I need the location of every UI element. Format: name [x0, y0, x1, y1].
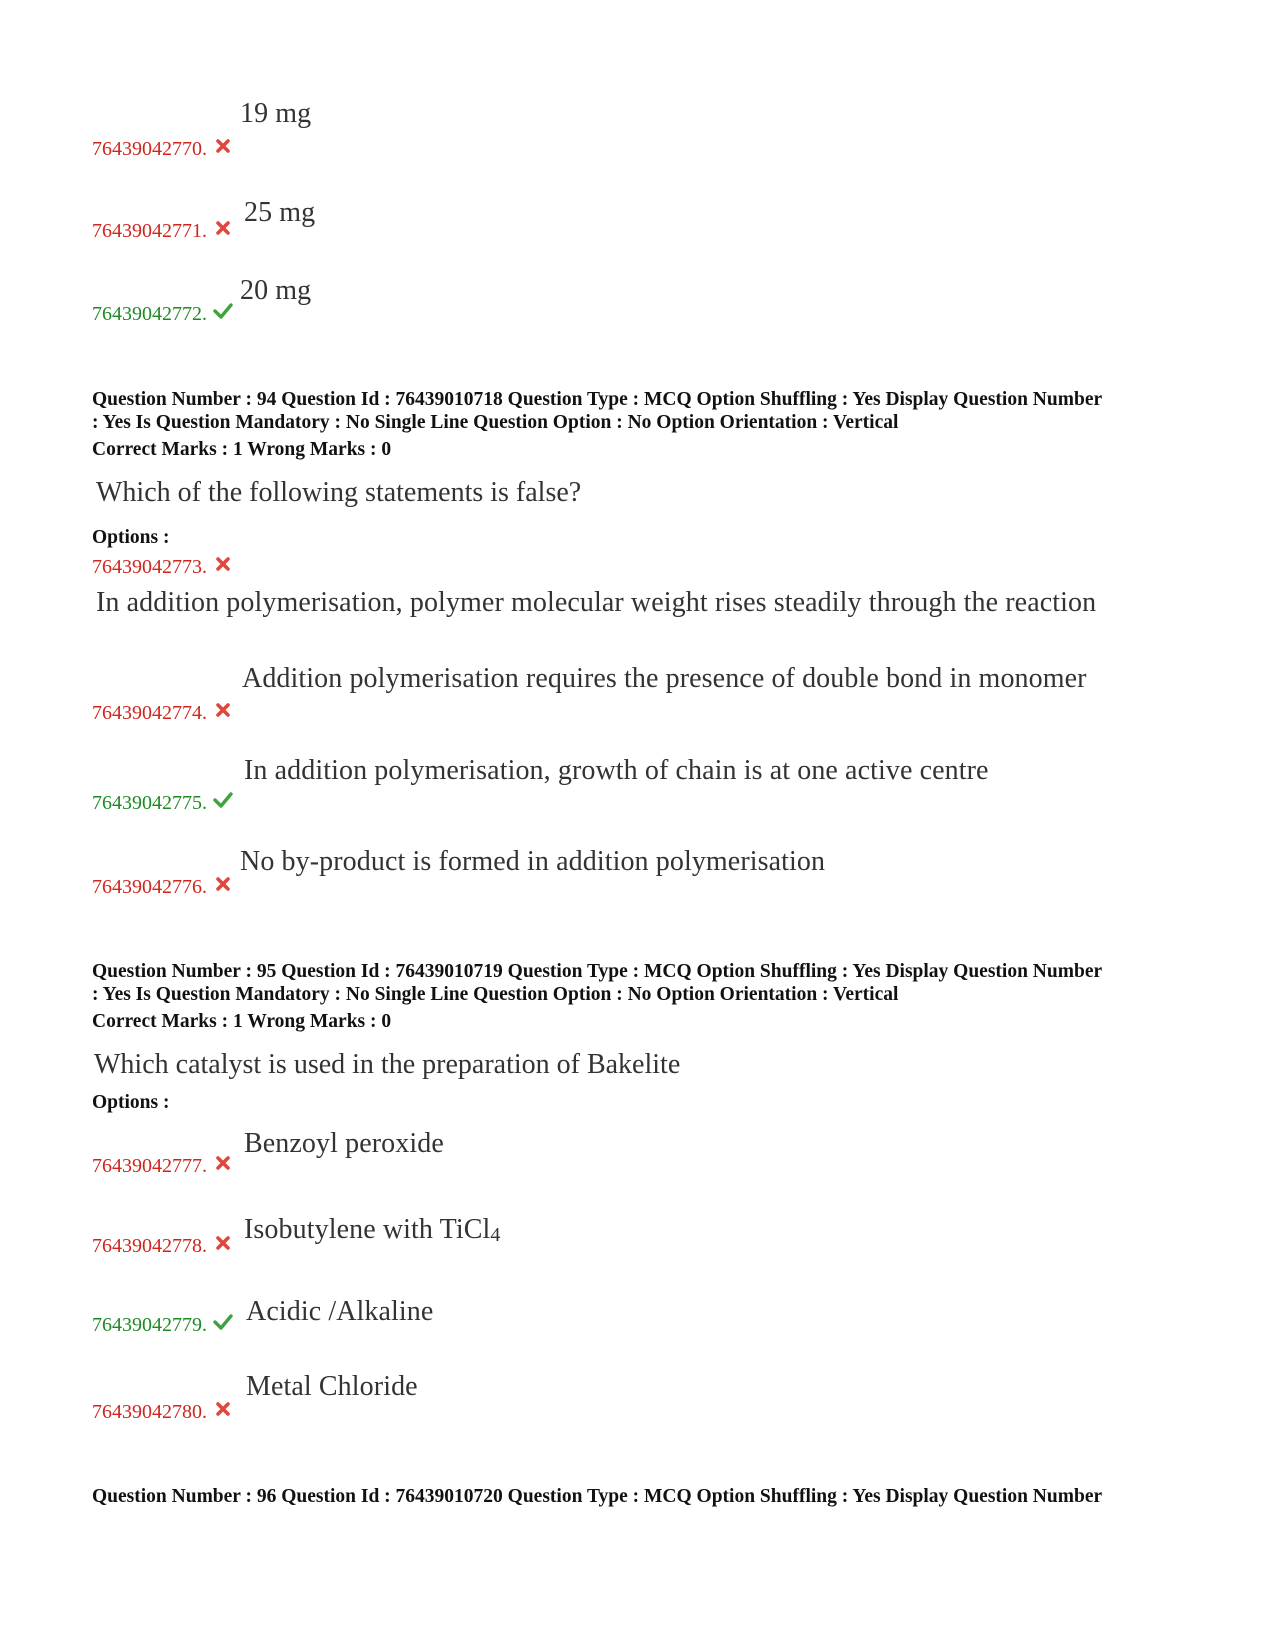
- option-text: No by-product is formed in addition polymerisation: [240, 846, 826, 877]
- question-meta: Question Number : 94 Question Id : 76439010718 Question Type : MCQ Option Shuffling : Yes Display Question Number: [92, 389, 1103, 410]
- question-text: Which catalyst is used in the preparation of Bakelite: [94, 1049, 681, 1080]
- option-text-subscript: 4: [490, 1224, 501, 1246]
- option-id: 76439042780.: [92, 1401, 207, 1423]
- wrong-mark-icon: [214, 1234, 232, 1252]
- option-text: [244, 1214, 500, 1247]
- question-text: Which of the following statements is false?: [96, 477, 582, 508]
- wrong-mark-icon: [214, 137, 232, 155]
- wrong-mark-icon: [214, 219, 232, 237]
- wrong-mark-icon: [214, 1154, 232, 1172]
- option-text: Acidic /Alkaline: [246, 1296, 434, 1327]
- wrong-mark-icon: [214, 875, 232, 893]
- option-id: 76439042779.: [92, 1314, 207, 1336]
- options-label: Options :: [92, 1092, 170, 1113]
- option-id: 76439042773.: [92, 556, 207, 578]
- option-id: 76439042775.: [92, 792, 207, 814]
- option-text-main: Isobutylene with TiCl: [244, 1214, 491, 1245]
- option-text: 20 mg: [240, 275, 312, 306]
- option-id: 76439042777.: [92, 1155, 207, 1177]
- question-meta: : Yes Is Question Mandatory : No Single Line Question Option : No Option Orientation : Vertical: [92, 984, 899, 1005]
- option-id: 76439042778.: [92, 1235, 207, 1257]
- option-text: Addition polymerisation requires the presence of double bond in monomer: [242, 663, 1087, 694]
- wrong-mark-icon: [214, 555, 232, 573]
- option-id: 76439042774.: [92, 702, 207, 724]
- question-meta: Question Number : 96 Question Id : 76439010720 Question Type : MCQ Option Shuffling : Yes Display Question Number: [92, 1486, 1103, 1507]
- option-id: 76439042771.: [92, 220, 207, 242]
- correct-check-icon: [213, 302, 233, 320]
- option-text: 19 mg: [240, 98, 312, 129]
- wrong-mark-icon: [214, 701, 232, 719]
- question-marks: Correct Marks : 1 Wrong Marks : 0: [92, 1011, 392, 1032]
- option-text: Metal Chloride: [246, 1371, 418, 1402]
- options-label: Options :: [92, 527, 170, 548]
- option-id: 76439042770.: [92, 138, 207, 160]
- question-marks: Correct Marks : 1 Wrong Marks : 0: [92, 439, 392, 460]
- question-meta: Question Number : 95 Question Id : 76439010719 Question Type : MCQ Option Shuffling : Yes Display Question Number: [92, 961, 1103, 982]
- correct-check-icon: [213, 791, 233, 809]
- option-text: Benzoyl peroxide: [244, 1128, 444, 1159]
- wrong-mark-icon: [214, 1400, 232, 1418]
- option-text: In addition polymerisation, polymer molecular weight rises steadily through the reaction: [96, 587, 1097, 618]
- question-meta: : Yes Is Question Mandatory : No Single Line Question Option : No Option Orientation : Vertical: [92, 412, 899, 433]
- option-id: 76439042772.: [92, 303, 207, 325]
- correct-check-icon: [213, 1313, 233, 1331]
- option-id: 76439042776.: [92, 876, 207, 898]
- option-text: In addition polymerisation, growth of chain is at one active centre: [244, 755, 989, 786]
- option-text: 25 mg: [244, 197, 316, 228]
